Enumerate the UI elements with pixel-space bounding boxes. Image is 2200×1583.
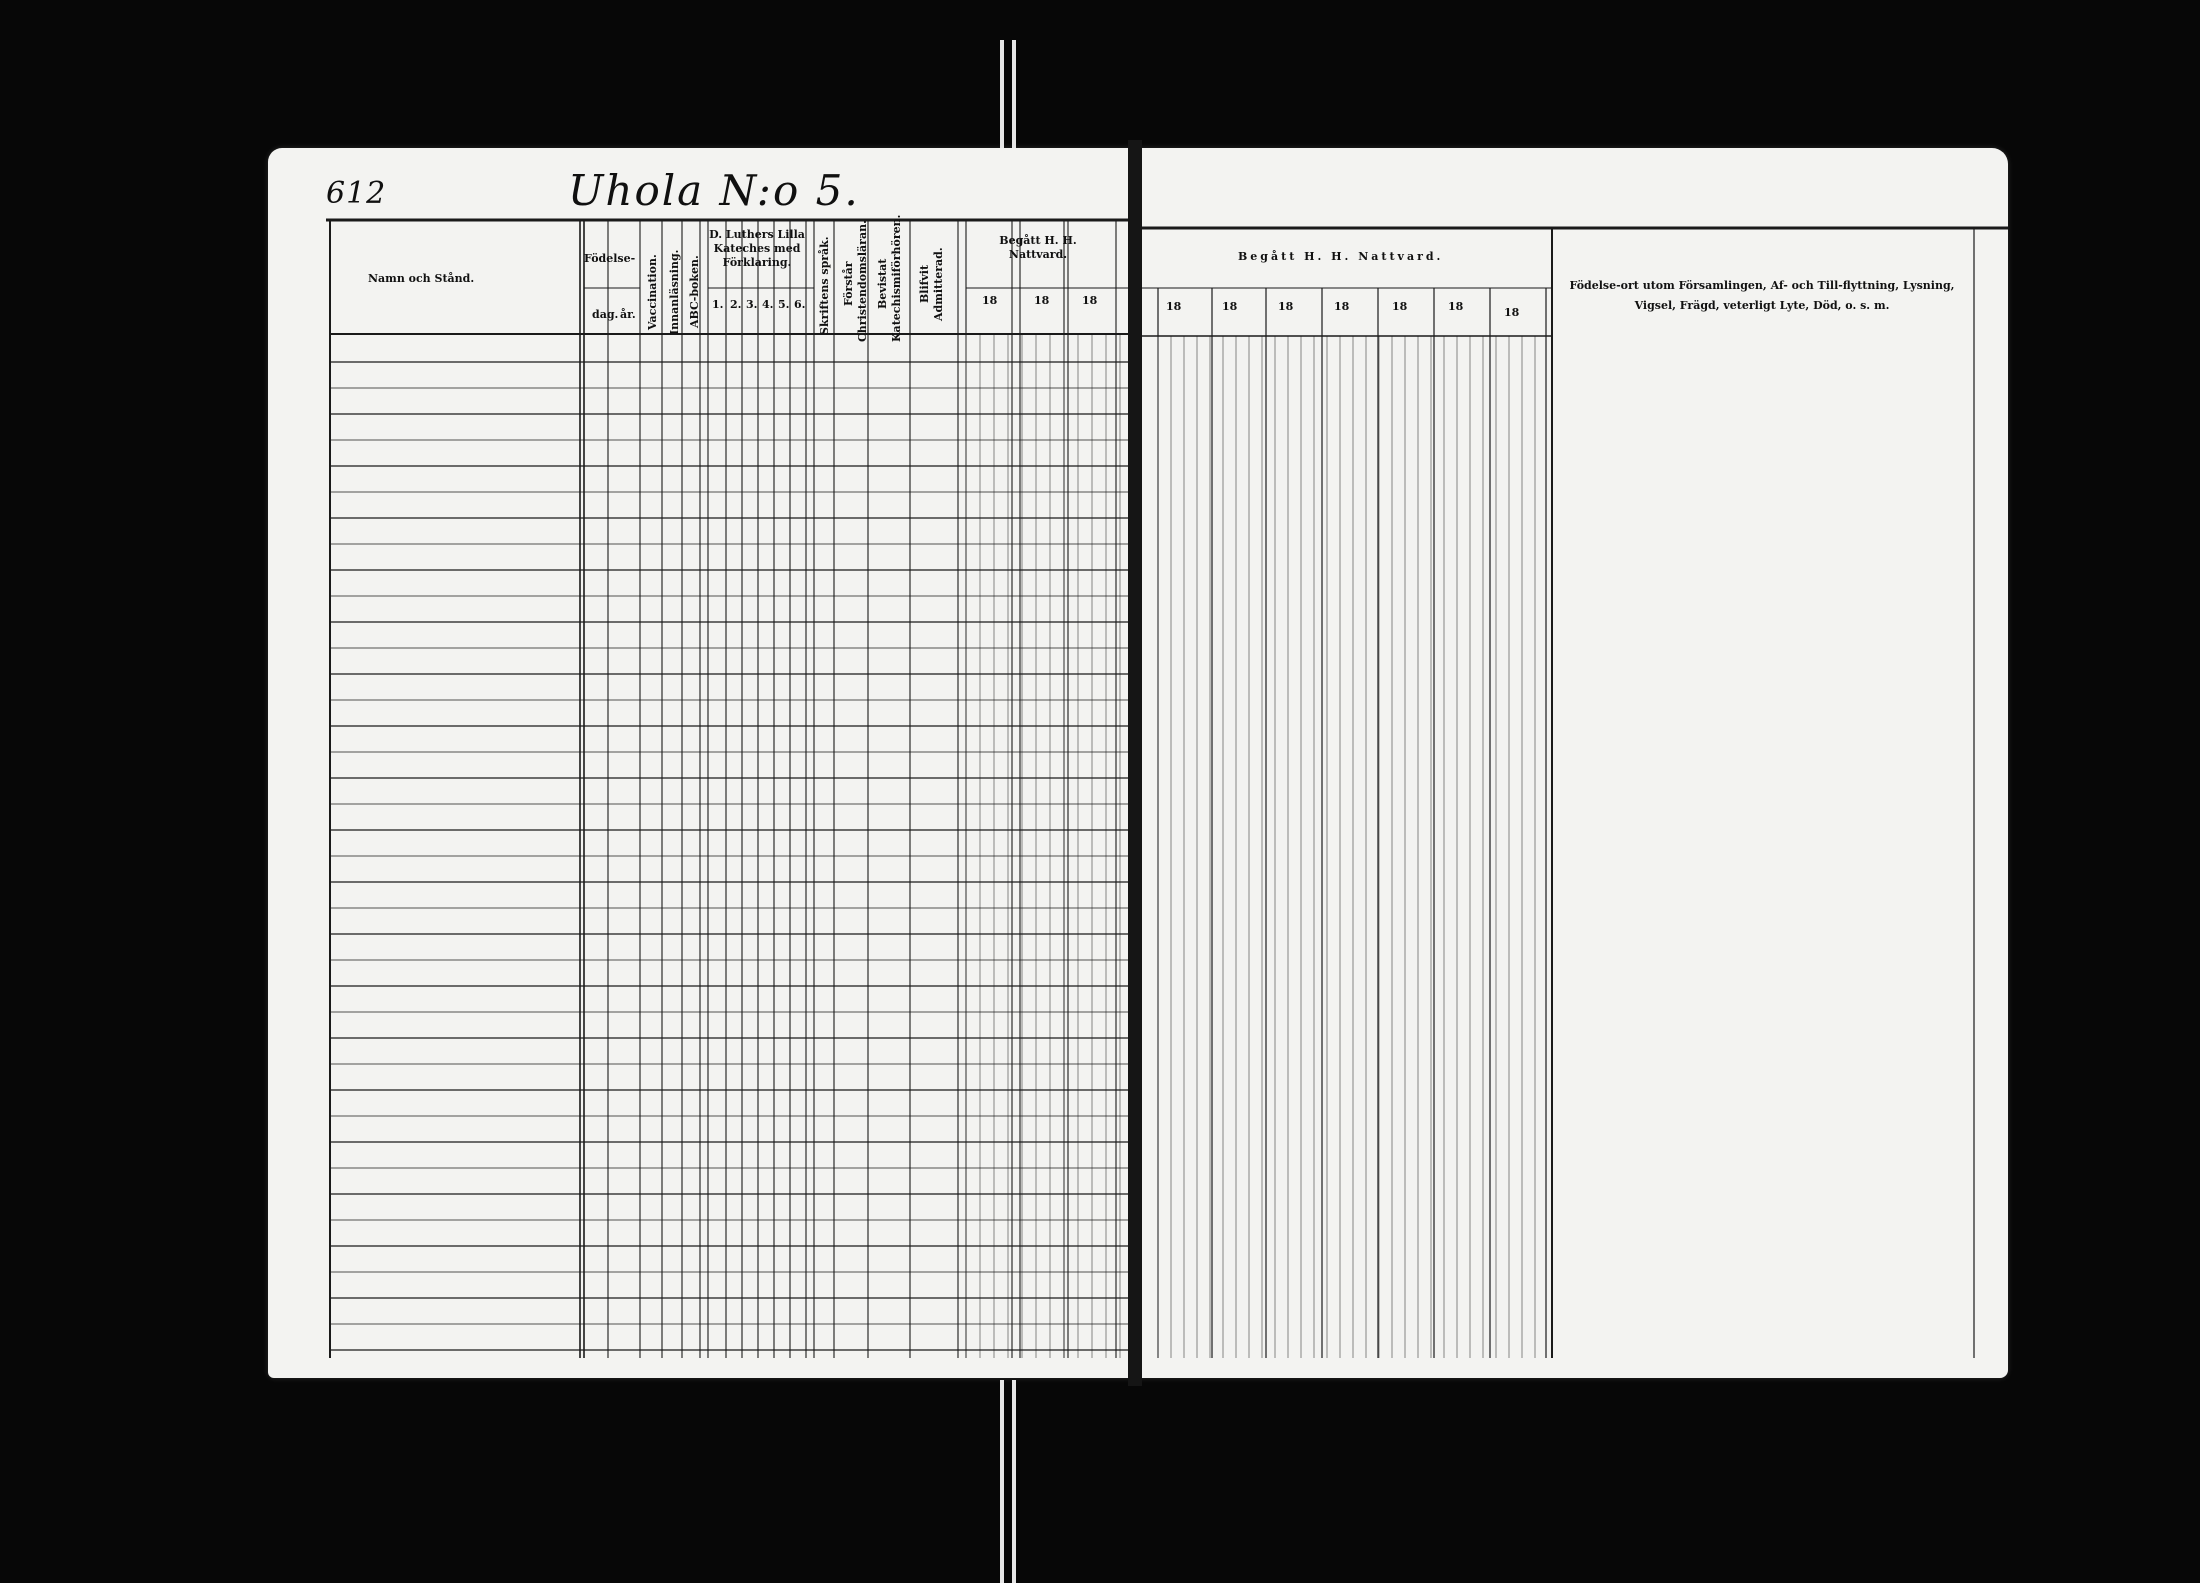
binding-thread-bottom bbox=[1000, 1380, 1004, 1583]
header-birth-day: dag. bbox=[592, 308, 619, 321]
header-catechism-part-3: 3. bbox=[746, 298, 758, 311]
header-catechism-part-6: 6. bbox=[794, 298, 806, 311]
place-title: Uhola N:o 5. bbox=[568, 166, 860, 215]
header-year-right-4: 18 bbox=[1334, 300, 1350, 313]
right-table-grid bbox=[1134, 148, 2008, 1378]
header-year-left-2: 18 bbox=[1034, 294, 1050, 307]
header-catechism-part-2: 2. bbox=[730, 298, 742, 311]
header-year-left-1: 18 bbox=[982, 294, 998, 307]
header-communion-left bbox=[978, 234, 1098, 262]
header-name-and-status: Namn och Stånd. bbox=[368, 272, 475, 285]
header-communion-left-text: Begått H. H. Nattvard. bbox=[999, 234, 1077, 261]
header-catechism-part-1: 1. bbox=[712, 298, 724, 311]
book-spine bbox=[1128, 140, 1142, 1386]
header-catechism-part-4: 4. bbox=[762, 298, 774, 311]
header-remarks bbox=[1552, 276, 1972, 316]
header-understanding: Förstår Christendomsläran. bbox=[842, 220, 869, 342]
header-birth: Födelse- bbox=[584, 252, 636, 265]
header-year-right-7: 18 bbox=[1504, 306, 1520, 319]
header-catechism bbox=[706, 228, 808, 269]
header-birth-year: år. bbox=[620, 308, 636, 321]
header-remarks-text: Födelse-ort utom Församlingen, Af- och Till-flyttning, Lysning, Vigsel, Frägd, veterligt Lyte, Död, o. s. m. bbox=[1569, 279, 1955, 312]
header-communion-right: Begått H. H. Nattvard. bbox=[1238, 250, 1444, 263]
header-reading: Innanläsning. bbox=[668, 249, 681, 335]
binding-thread-bottom-2 bbox=[1012, 1380, 1016, 1583]
header-catechism-part-5: 5. bbox=[778, 298, 790, 311]
header-year-right-6: 18 bbox=[1448, 300, 1464, 313]
header-catechism-text: D. Luthers Lilla Kateches med Förklaring. bbox=[709, 228, 805, 269]
header-year-right-3: 18 bbox=[1278, 300, 1294, 313]
header-vaccination: Vaccination. bbox=[646, 254, 659, 330]
right-page bbox=[1134, 148, 2008, 1378]
page-number: 612 bbox=[326, 176, 387, 211]
binding-thread-top bbox=[1000, 40, 1004, 150]
header-year-right-2: 18 bbox=[1222, 300, 1238, 313]
binding-thread-top-2 bbox=[1012, 40, 1016, 150]
left-page bbox=[268, 148, 1134, 1378]
header-abc-book: ABC-boken. bbox=[688, 255, 701, 329]
header-attended: Bevistat Katechismiförhören. bbox=[876, 214, 903, 342]
header-year-right-1: 18 bbox=[1166, 300, 1182, 313]
header-year-left-3: 18 bbox=[1082, 294, 1098, 307]
header-scripture: Skriftens språk. bbox=[818, 236, 831, 336]
header-admitted: Blifvit Admitterad. bbox=[918, 247, 945, 321]
header-year-right-5: 18 bbox=[1392, 300, 1408, 313]
